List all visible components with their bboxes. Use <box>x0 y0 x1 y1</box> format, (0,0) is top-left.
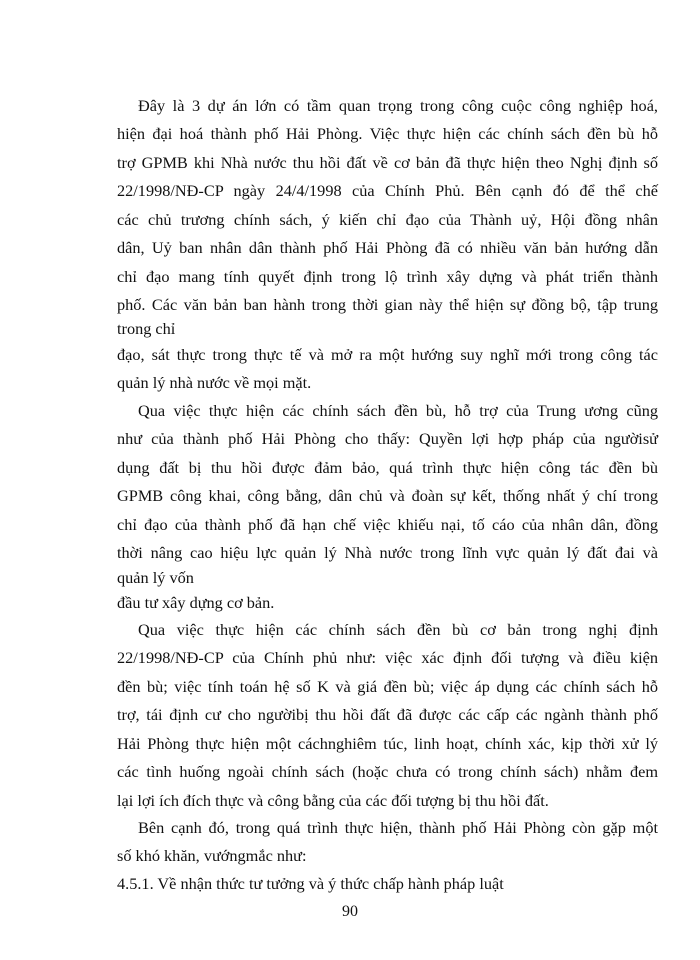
text-line: quản lý nhà nước về mọi mặt. <box>117 373 312 392</box>
text-line: 22/1998/NĐ-CP của Chính phủ như: việc xác định đối tượng và điều kiện <box>117 648 658 667</box>
text-line: dân, Uỷ ban nhân dân thành phố Hải Phòng đã có nhiều văn bản hướng dẫn <box>117 238 658 257</box>
text-line: 22/1998/NĐ-CP ngày 24/4/1998 của Chính Phủ. Bên cạnh đó để thể chế <box>117 181 658 200</box>
text-line: trợ, tái định cư cho ngườibị thu hồi đất đã được các cấp các ngành thành phố <box>117 705 658 724</box>
text-line: lại lợi ích đích thực và công bằng của các đối tượng bị thu hồi đất. <box>117 791 549 810</box>
text-line: thời nâng cao hiệu lực quản lý Nhà nước trong lĩnh vực quản lý đất đai và <box>117 543 658 562</box>
text-line: GPMB công khai, công bằng, dân chủ và đoàn sự kết, thống nhất ý chí trong <box>117 486 658 505</box>
text-line: trong chỉ <box>117 319 176 338</box>
text-line: đạo, sát thực trong thực tế và mở ra một hướng suy nghĩ mới trong công tác <box>117 345 658 364</box>
text-line: đầu tư xây dựng cơ bản. <box>117 593 275 612</box>
text-line: quản lý vốn <box>117 568 194 587</box>
text-line: các tình huống ngoài chính sách (hoặc chưa có trong chính sách) nhằm đem <box>117 762 658 781</box>
text-line: như của thành phố Hải Phòng cho thấy: Quyền lợi hợp pháp của ngườisử <box>117 429 658 448</box>
text-line: Bên cạnh đó, trong quá trình thực hiện, thành phố Hải Phòng còn gặp một <box>138 818 658 837</box>
page-number: 90 <box>342 903 358 920</box>
text-line: chỉ đạo mang tính quyết định trong lộ trình xây dựng và phát triển thành <box>117 267 658 286</box>
text-line: dụng đất bị thu hồi được đảm bảo, quá trình thực hiện công tác đền bù <box>117 458 658 477</box>
text-line: Qua việc thực hiện các chính sách đền bù, hỗ trợ của Trung ương cũng <box>138 401 658 420</box>
text-line: các chủ trương chính sách, ý kiến chỉ đạo của Thành uỷ, Hội đồng nhân <box>117 210 658 229</box>
text-line: đền bù; việc tính toán hệ số K và giá đền bù; việc áp dụng các chính sách hỗ <box>117 677 658 696</box>
section-heading: 4.5.1. Về nhận thức tư tưởng và ý thức chấp hành pháp luật <box>117 874 504 893</box>
text-line: Đây là 3 dự án lớn có tầm quan trọng trong công cuộc công nghiệp hoá, <box>138 96 658 115</box>
text-line: chỉ đạo của thành phố đã hạn chế việc khiếu nại, tố cáo của nhân dân, đồng <box>117 515 658 534</box>
text-line: hiện đại hoá thành phố Hải Phòng. Việc thực hiện các chính sách đền bù hỗ <box>117 124 658 143</box>
text-line: Hải Phòng thực hiện một cáchnghiêm túc, linh hoạt, chính xác, kịp thời xử lý <box>117 734 658 753</box>
text-line: phố. Các văn bản ban hành trong thời gian này thể hiện sự đồng bộ, tập trung <box>117 295 658 314</box>
text-line: Qua việc thực hiện các chính sách đền bù cơ bản trong nghị định <box>138 620 658 639</box>
text-line: trợ GPMB khi Nhà nước thu hồi đất về cơ bản đã thực hiện theo Nghị định số <box>117 153 658 172</box>
text-line: số khó khăn, vướngmắc như: <box>117 846 307 865</box>
